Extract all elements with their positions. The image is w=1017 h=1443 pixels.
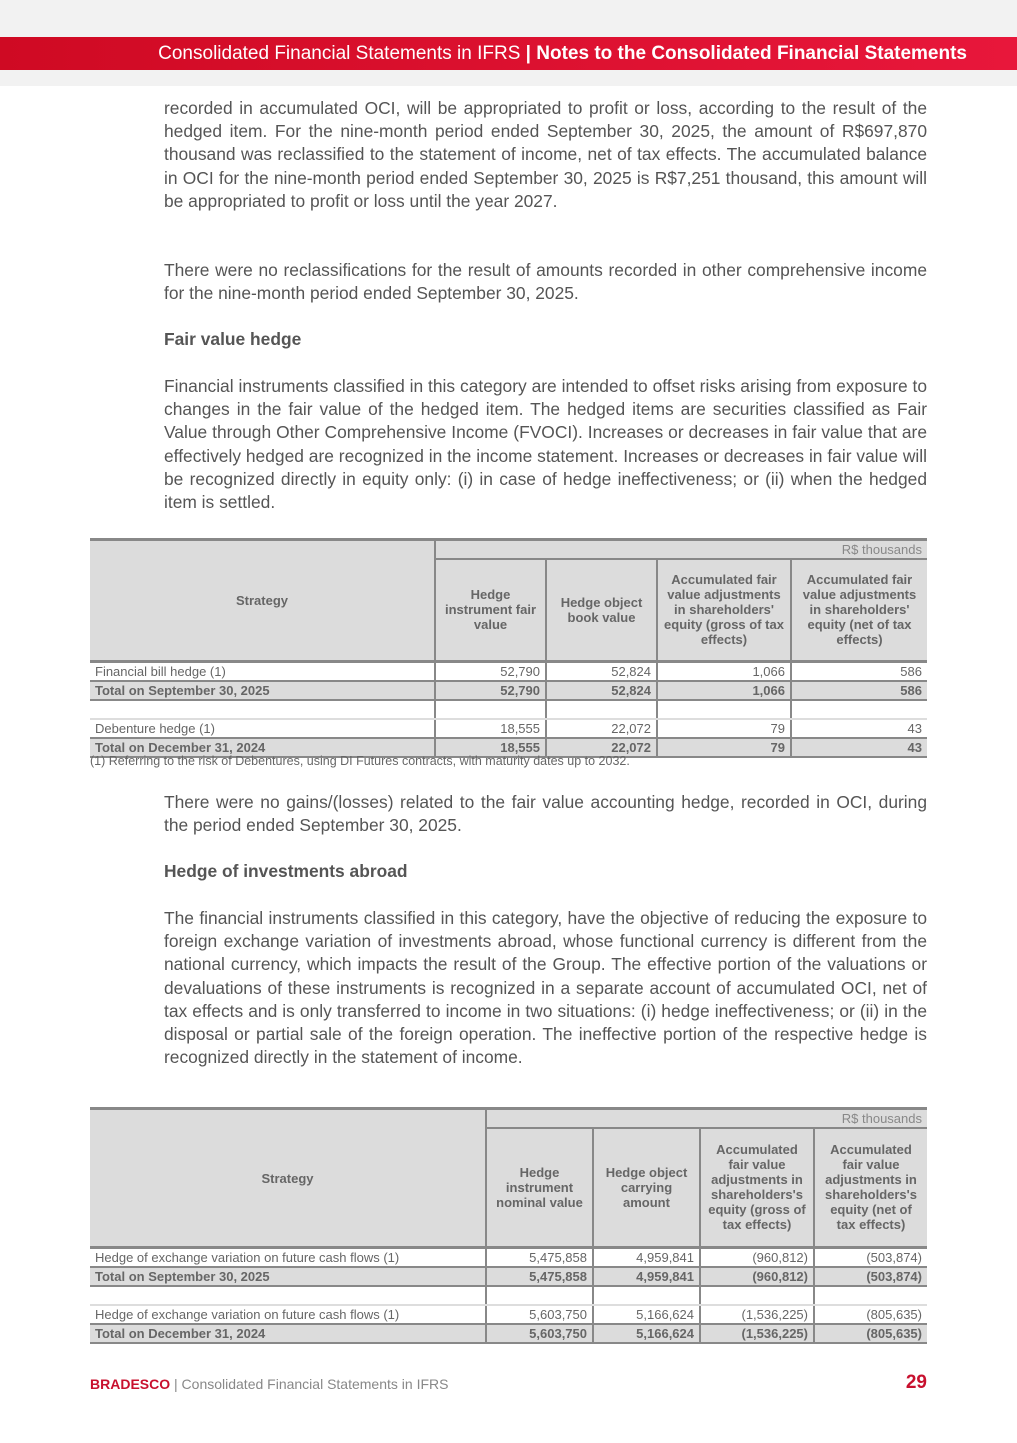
row-label: Total on September 30, 2025 [90,681,435,700]
cell: 18,555 [435,738,546,757]
heading-investments-abroad: Hedge of investments abroad [164,861,408,881]
cell: 4,959,841 [593,1248,700,1267]
cell: 1,066 [657,681,791,700]
investments-abroad-hedge-table [90,1107,927,1344]
cell: (960,812) [700,1248,814,1267]
col-header: Accumulated fair value adjustments in shareholders' equity (net of tax effects) [791,559,927,662]
cell: 22,072 [546,719,657,738]
heading-fair-value-hedge: Fair value hedge [164,329,302,349]
cell: 5,475,858 [486,1267,593,1286]
cell: (1,536,225) [700,1324,814,1343]
total-row [90,1324,927,1343]
table-footnote: (1) Referring to the risk of Debentures, using DI Futures contracts, with maturity dates up to 2032. [90,754,630,768]
col-header: Accumulated fair value adjustments in shareholders' equity (gross of tax effects) [657,559,791,662]
paragraph-investments-abroad: The financial instruments classified in this category, have the objective of reducing the exposure to foreign exchange variation of investments abroad, whose functional currency is different from the national currency, which impacts the result of the Group. The effective portion of the valuations or devaluations of these instruments is recognized in a separate account of accumulated OCI, net of tax effects and is only transferred to income in two situations: (i) hedge ineffectiveness; or (ii) in the disposal or partial sale of the foreign operation. The ineffective portion of the respective hedge is recognized directly in the statement of income. [164,908,927,1068]
row-label: Hedge of exchange variation on future cash flows (1) [95,1249,400,1265]
cell: (805,635) [814,1305,927,1324]
col-header: Hedge instrument nominal value [486,1128,593,1248]
row-label: Total on December 31, 2024 [90,738,435,757]
cell: 22,072 [546,738,657,757]
cell: 5,475,858 [486,1248,593,1267]
cell: (503,874) [814,1248,927,1267]
col-header: Accumulated fair value adjustments in shareholders's equity (net of tax effects) [814,1128,927,1248]
spacer-row [90,1286,927,1305]
cell: (960,812) [700,1267,814,1286]
cell: 52,824 [546,681,657,700]
page-footer [90,1376,448,1392]
cell: 5,166,624 [593,1324,700,1343]
cell: 5,603,750 [486,1305,593,1324]
col-header: Strategy [90,540,435,662]
cell: 4,959,841 [593,1267,700,1286]
col-header: Hedge object carrying amount [593,1128,700,1248]
paragraph-oci: recorded in accumulated OCI, will be appropriated to profit or loss, according to the result of the hedged item. For the nine-month period ended September 30, 2025, the amount of R$697,870 thousand was reclassified to the statement of income, net of tax effects. The accumulated balance in OCI for the nine-month period ended September 30, 2025 is R$7,251 thousand, this amount will be appropriated to profit or loss until the year 2027. [164,98,927,211]
table-row [90,1248,927,1267]
cell: (503,874) [814,1267,927,1286]
header-separator: | [525,43,531,64]
header-title: Notes to the Consolidated Financial Statements [536,43,967,64]
cell: (1,536,225) [700,1305,814,1324]
row-label: Total on September 30, 2025 [90,1267,486,1286]
row-label: Hedge of exchange variation on future cash flows (1) [95,1306,400,1322]
col-header: Strategy [90,1109,486,1248]
cell: 52,824 [546,662,657,681]
header-underline [0,70,1017,86]
header-section: Consolidated Financial Statements in IFRS [158,43,521,64]
cell: 79 [657,719,791,738]
table-row [90,719,927,738]
cell: 586 [791,681,927,700]
spacer-row [90,700,927,719]
footer-text: Consolidated Financial Statements in IFRS [181,1376,449,1392]
cell: 5,603,750 [486,1324,593,1343]
paragraph-fair-value: Financial instruments classified in this category are intended to offset risks arising from exposure to changes in the fair value of the hedged item. The hedged items are securities classified as Fair Value through Other Comprehensive Income (FVOCI). Increases or decreases in fair value that are effectively hedged are recognized in the income statement. Increases or decreases in fair value will be recognized directly in equity only: (i) in case of hedge ineffectiveness; or (ii) when the hedged item is settled. [164,376,927,513]
cell: 18,555 [435,719,546,738]
cell: 5,166,624 [593,1305,700,1324]
cell: (805,635) [814,1324,927,1343]
table-row [90,662,927,681]
total-row [90,681,927,700]
col-header: Hedge instrument fair value [435,559,546,662]
cell: 43 [791,738,927,757]
row-label: Debenture hedge (1) [95,720,215,736]
paragraph-reclassifications: There were no reclassifications for the result of amounts recorded in other comprehensive income for the nine-month period ended September 30, 2025. [164,260,927,304]
top-margin [0,0,1017,37]
table-row [90,1305,927,1324]
footer-separator: | [174,1376,178,1392]
row-label: Financial bill hedge (1) [95,663,226,679]
cell: 52,790 [435,681,546,700]
cell: 52,790 [435,662,546,681]
cell: 1,066 [657,662,791,681]
paragraph-no-gains: There were no gains/(losses) related to the fair value accounting hedge, recorded in OCI, during the period ended September 30, 2025. [164,792,927,836]
col-header: Accumulated fair value adjustments in shareholders's equity (gross of tax effects) [700,1128,814,1248]
unit-label: R$ thousands [435,540,927,559]
cell: 586 [791,662,927,681]
cell: 79 [657,738,791,757]
page-header-band [0,37,1017,70]
page-number: 29 [905,1372,927,1393]
fair-value-hedge-table [90,538,927,758]
footer-brand: BRADESCO [90,1376,171,1392]
cell: 43 [791,719,927,738]
row-label: Total on December 31, 2024 [90,1324,486,1343]
col-header: Hedge object book value [546,559,657,662]
unit-label: R$ thousands [486,1109,927,1128]
total-row [90,1267,927,1286]
